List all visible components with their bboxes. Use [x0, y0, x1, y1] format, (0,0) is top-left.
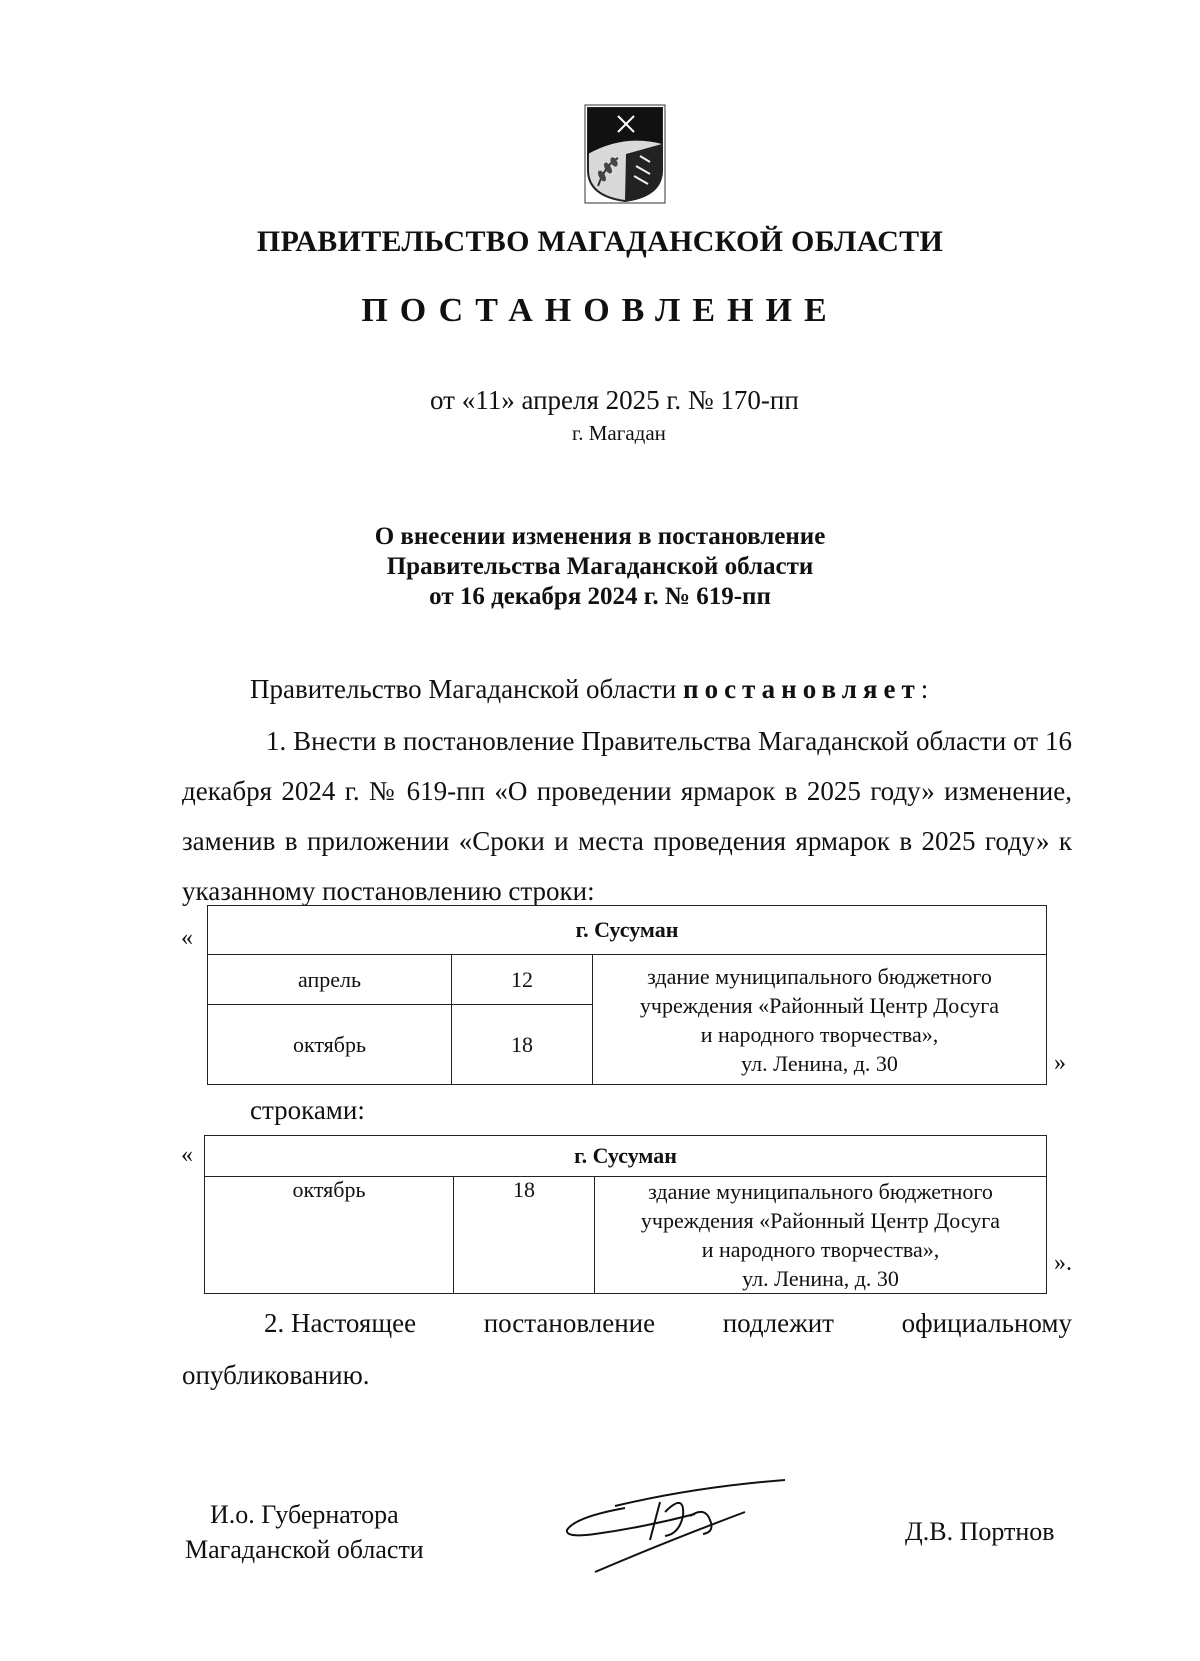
table-cell-place: [593, 955, 1047, 1085]
preamble: [250, 674, 928, 705]
item-2-word: постановление: [483, 1308, 656, 1338]
item-2-continuation: опубликованию.: [182, 1360, 370, 1390]
table-cell-day: 12: [452, 955, 593, 1005]
place-line: ул. Ленина, д. 30: [742, 1266, 899, 1291]
document-subject: [0, 522, 1200, 612]
place-line: здание муниципального бюджетного: [647, 963, 992, 989]
item-1-text: 1. Внести в постановление Правительства Магаданской области от 16 декабря 2024 г. № 619-пп «О проведении ярмарок в 2025 году» изменение, заменив в приложении «Сроки и места проведения ярмарок в 2025 году» к указанному постановлению строки:: [182, 726, 1072, 906]
item-2-word: официальному: [901, 1308, 1072, 1338]
preamble-text: Правительство Магаданской области: [250, 674, 677, 704]
place-line: учреждения «Районный Центр Досуга: [640, 1208, 1001, 1233]
position-line: Магаданской области: [185, 1535, 424, 1564]
subject-line: Правительства Магаданской области: [386, 553, 814, 580]
table-cell-month: октябрь: [208, 1005, 452, 1085]
close-quote: ».: [1054, 1250, 1072, 1276]
table-cell-day: 18: [454, 1177, 595, 1294]
item-2-word: 2. Настоящее: [264, 1308, 417, 1338]
open-quote: «: [181, 925, 193, 951]
table-header-city: г. Сусуман: [208, 906, 1047, 955]
replacement-word: строками:: [250, 1095, 365, 1125]
place-line: учреждения «Районный Центр Досуга: [639, 992, 1000, 1018]
handwritten-signature-icon: [555, 1472, 785, 1582]
table-header-city: г. Сусуман: [205, 1136, 1047, 1177]
item-2-text: [264, 1308, 1072, 1339]
document-date-number: от «11» апреля 2025 г. № 170-пп: [430, 385, 799, 415]
close-quote: »: [1054, 1050, 1066, 1076]
signatory-name: Д.В. Портнов: [905, 1517, 1055, 1546]
table-new-rows: [204, 1135, 1047, 1294]
place-line: ул. Ленина, д. 30: [741, 1050, 898, 1076]
table-cell-place: [595, 1177, 1047, 1294]
preamble-colon: :: [920, 674, 929, 704]
subject-line: О внесении изменения в постановление: [374, 523, 826, 550]
place-line: здание муниципального бюджетного: [648, 1179, 993, 1204]
item-2-word: подлежит: [722, 1308, 834, 1338]
document-city: г. Магадан: [572, 421, 666, 445]
open-quote: «: [181, 1142, 193, 1168]
government-title: ПРАВИТЕЛЬСТВО МАГАДАНСКОЙ ОБЛАСТИ: [256, 225, 944, 258]
coat-of-arms-icon: [584, 104, 666, 204]
place-line: и народного творчества»,: [700, 1021, 939, 1047]
table-cell-month: апрель: [208, 955, 452, 1005]
place-line: и народного творчества»,: [701, 1237, 940, 1262]
document-type: ПОСТАНОВЛЕНИЕ: [361, 292, 839, 329]
preamble-resolves: постановляет: [683, 674, 921, 704]
subject-line: от 16 декабря 2024 г. № 619-пп: [429, 583, 771, 610]
position-line: И.о. Губернатора: [209, 1500, 399, 1529]
table-cell-day: 18: [452, 1005, 593, 1085]
table-cell-month: октябрь: [205, 1177, 454, 1294]
table-replaced-rows: [207, 905, 1047, 1085]
signatory-position: [185, 1497, 424, 1567]
